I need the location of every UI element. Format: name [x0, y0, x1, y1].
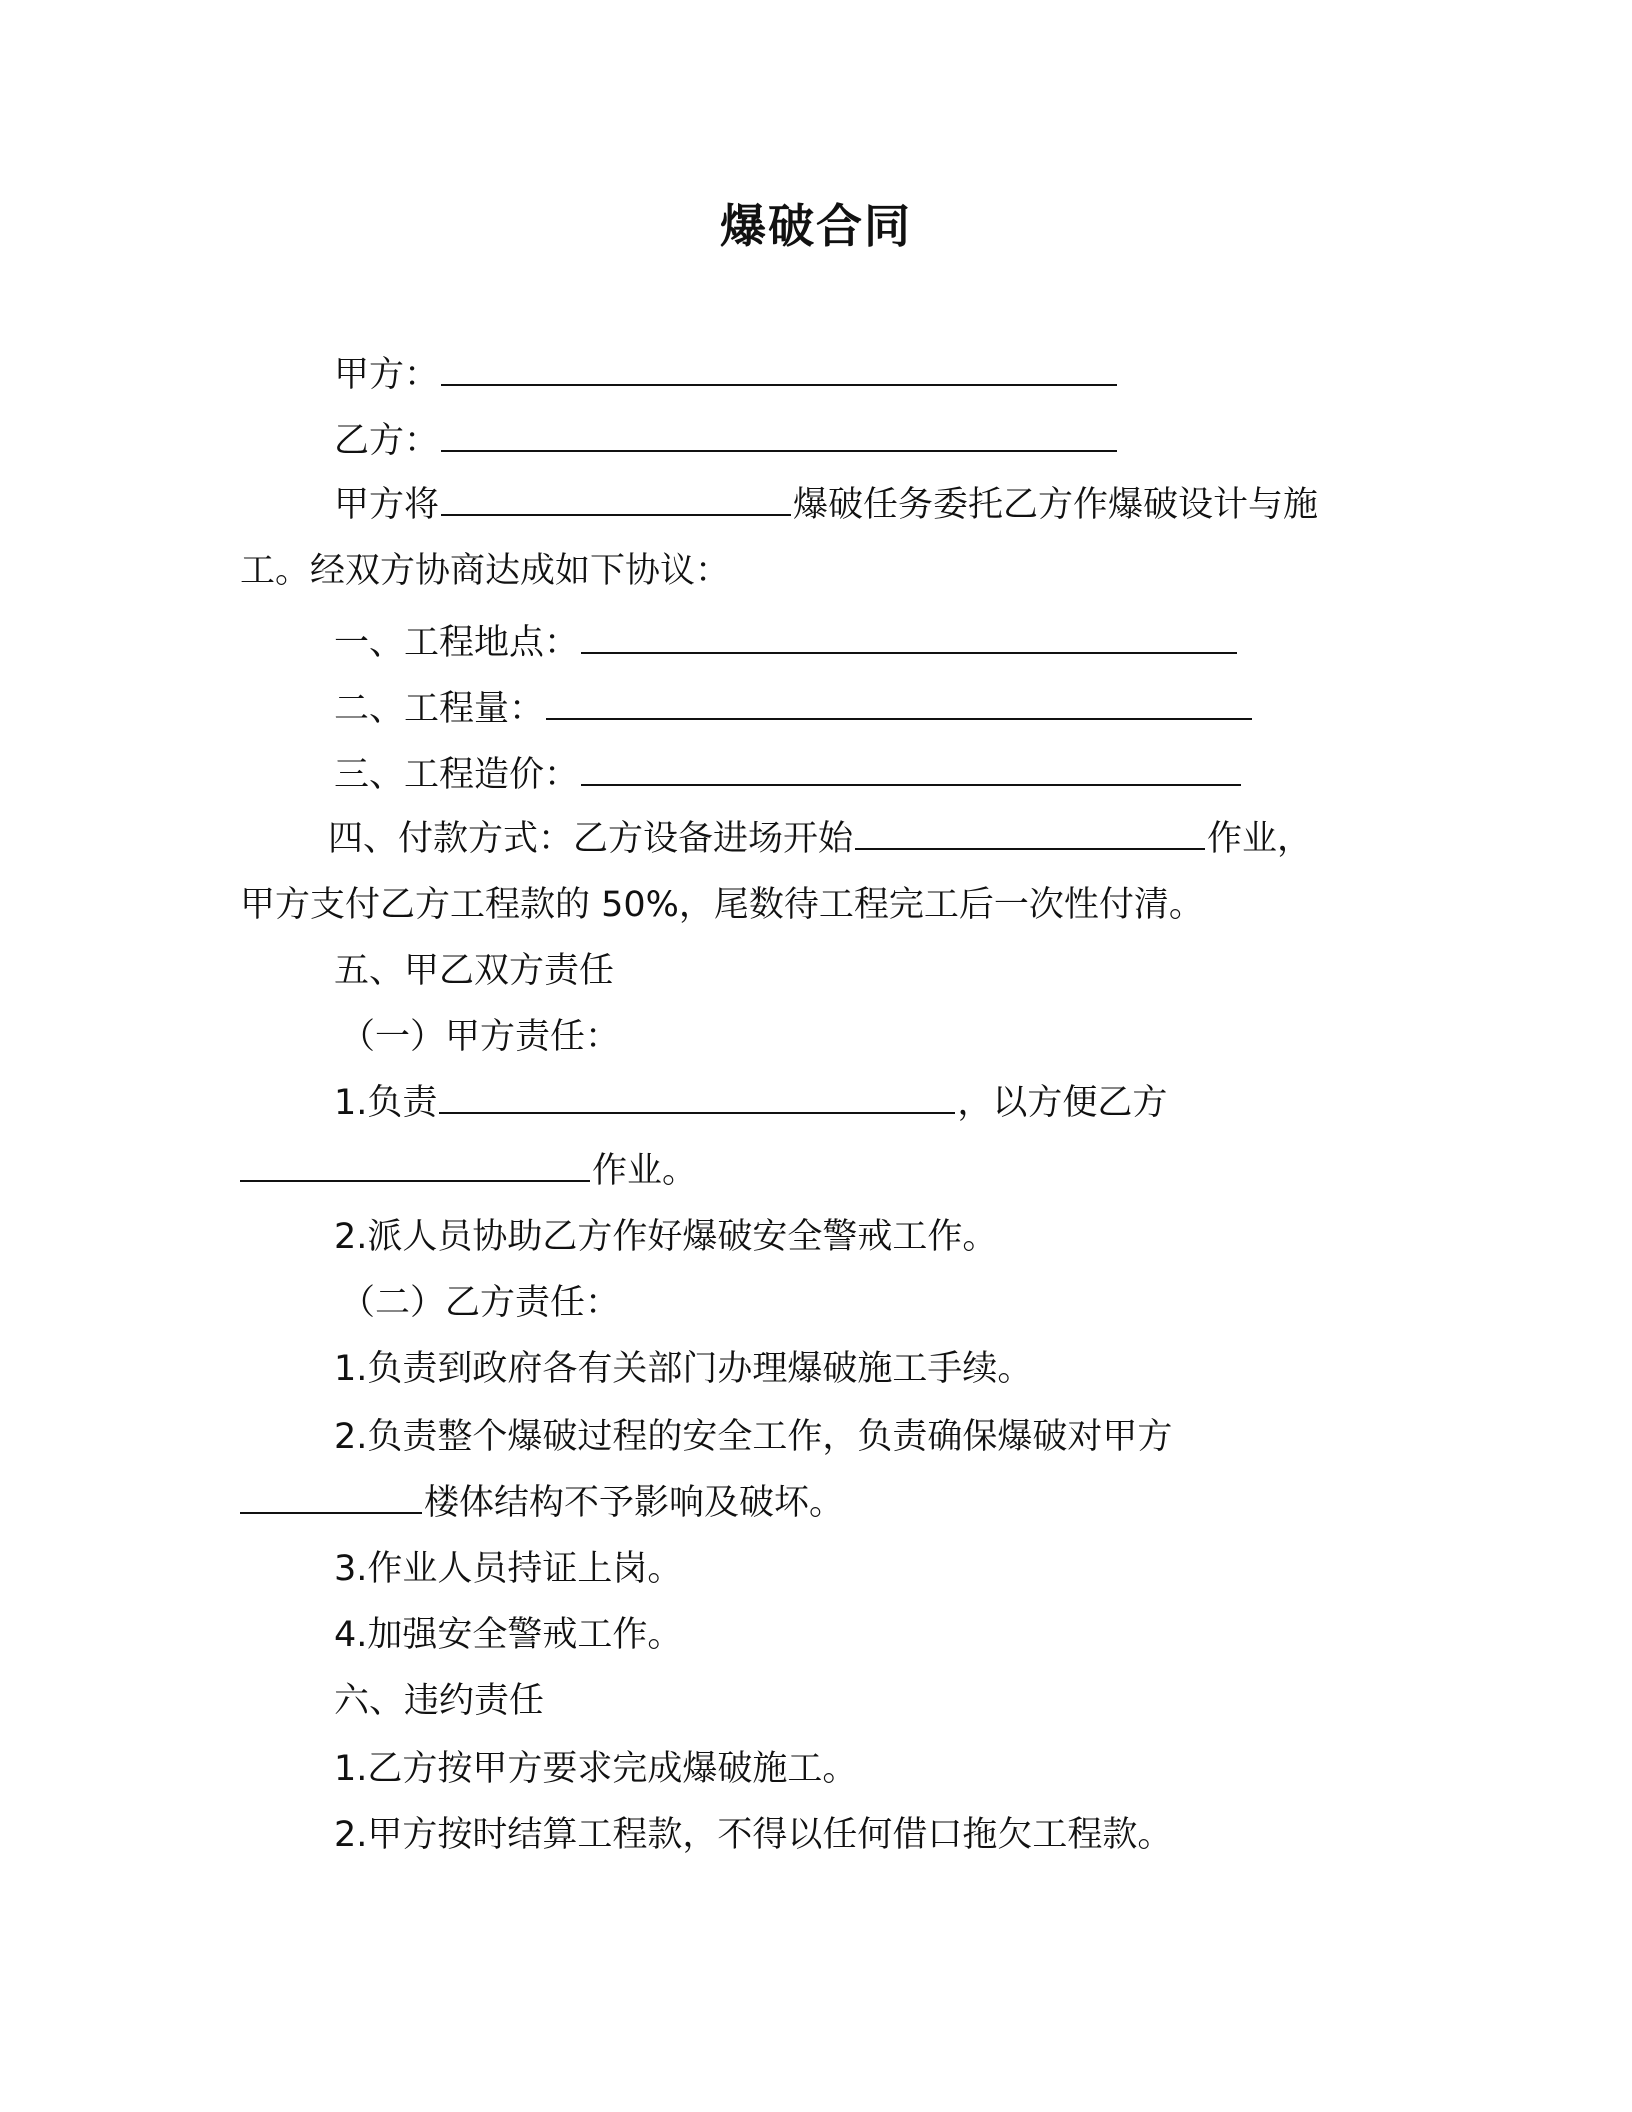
party-a-label: 甲方： [334, 355, 440, 395]
item-1-label: 一、工程地点： [334, 623, 580, 663]
duty-b-2-cont-blank [240, 1484, 422, 1514]
party-b-blank [441, 422, 1117, 452]
intro-prefix: 甲方将 [334, 485, 440, 525]
duty-a-1-blank [439, 1084, 955, 1114]
intro-line [334, 482, 1318, 528]
party-a-line [334, 352, 1119, 398]
duty-b-3: 3.作业人员持证上岗。 [334, 1549, 683, 1589]
party-b-duties-heading: （二）乙方责任： [340, 1283, 621, 1323]
item-2-label: 二、工程量： [334, 689, 545, 729]
item-3-line [334, 752, 1243, 798]
item-3-label: 三、工程造价： [334, 755, 580, 795]
duty-b-4: 4.加强安全警戒工作。 [334, 1615, 683, 1655]
party-a-duties-heading: （一）甲方责任： [340, 1017, 621, 1057]
duty-b-2: 2.负责整个爆破过程的安全工作，负责确保爆破对甲方 [334, 1417, 1173, 1457]
party-b-line [334, 418, 1119, 464]
duty-a-2: 2.派人员协助乙方作好爆破安全警戒工作。 [334, 1217, 998, 1257]
item-4-line [328, 816, 1312, 862]
duty-a-1-suffix: ，以方便乙方 [957, 1083, 1168, 1123]
duty-a-1-continuation [240, 1148, 697, 1194]
duty-b-2-cont-suffix: 楼体结构不予影响及破坏。 [424, 1483, 845, 1523]
intro-continuation: 工。经双方协商达成如下协议： [240, 551, 731, 591]
duty-b-1: 1.负责到政府各有关部门办理爆破施工手续。 [334, 1349, 1033, 1389]
duty-a-1-cont-suffix: 作业。 [592, 1151, 698, 1191]
intro-blank [441, 486, 791, 516]
item-4-prefix: 四、付款方式：乙方设备进场开始 [328, 819, 854, 859]
document-title: 爆破合同 [720, 199, 912, 253]
breach-2: 2.甲方按时结算工程款，不得以任何借口拖欠工程款。 [334, 1815, 1173, 1855]
item-4-blank [855, 820, 1205, 850]
item-1-line [334, 620, 1239, 666]
item-2-blank [546, 690, 1252, 720]
item-4-suffix: 作业， [1207, 819, 1313, 859]
item-1-blank [581, 624, 1237, 654]
item-2-line [334, 686, 1254, 732]
duty-a-1-prefix: 1.负责 [334, 1083, 438, 1123]
intro-suffix: 爆破任务委托乙方作爆破设计与施 [793, 485, 1319, 525]
party-a-blank [441, 356, 1117, 386]
item-3-blank [581, 756, 1241, 786]
item-5-heading: 五、甲乙双方责任 [334, 951, 615, 991]
duty-b-2-continuation [240, 1480, 844, 1526]
item-6-heading: 六、违约责任 [334, 1681, 545, 1721]
breach-1: 1.乙方按甲方要求完成爆破施工。 [334, 1749, 858, 1789]
party-b-label: 乙方： [334, 421, 440, 461]
duty-a-1-cont-blank [240, 1152, 590, 1182]
duty-a-1-line [334, 1080, 1167, 1126]
item-4-continuation: 甲方支付乙方工程款的 50%，尾数待工程完工后一次性付清。 [240, 885, 1204, 925]
